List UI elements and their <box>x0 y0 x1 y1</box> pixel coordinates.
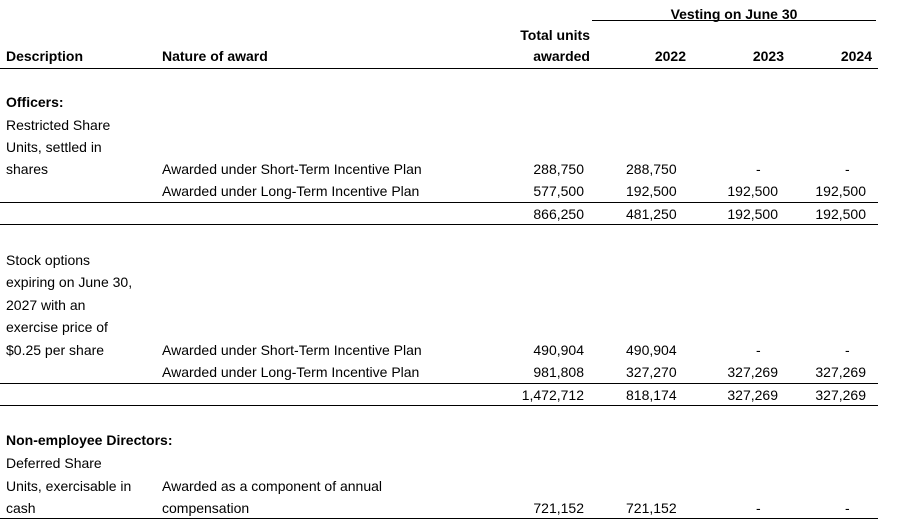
options-row-2024: 327,269 <box>815 364 866 380</box>
options-row-total: 981,808 <box>533 364 584 380</box>
rsu-subtotal-2024: 192,500 <box>815 206 866 222</box>
col-total-line1: Total units <box>520 27 590 43</box>
rsu-row-2024: - <box>845 161 850 177</box>
rsu-row-total: 577,500 <box>533 183 584 199</box>
dsu-nature-line: Awarded as a component of annual <box>162 478 383 494</box>
options-desc-line: Stock options <box>6 252 91 268</box>
options-row-2022: 327,270 <box>626 364 677 380</box>
options-desc-line: exercise price of <box>6 319 108 335</box>
options-subtotal-2023: 327,269 <box>727 387 778 403</box>
rsu-row-2022: 288,750 <box>626 161 677 177</box>
col-year-2023: 2023 <box>752 48 784 64</box>
options-desc-line: $0.25 per share <box>6 342 105 358</box>
dsu-desc-line: Deferred Share <box>6 455 102 471</box>
options-total-rule <box>0 405 878 406</box>
options-subtotal-2022: 818,174 <box>626 387 677 403</box>
rsu-row-2023: 192,500 <box>727 183 778 199</box>
options-subtotal-total: 1,472,712 <box>521 387 584 403</box>
rsu-row-2024: 192,500 <box>815 183 866 199</box>
col-total-line2: awarded <box>533 48 590 64</box>
dsu-nature-line: compensation <box>162 500 250 516</box>
rsu-total-rule <box>0 224 878 225</box>
dsu-desc-line: cash <box>6 500 36 516</box>
options-row-nature: Awarded under Long-Term Incentive Plan <box>162 364 420 380</box>
options-row-2024: - <box>845 342 850 358</box>
rsu-subtotal-2023: 192,500 <box>727 206 778 222</box>
header-rule <box>0 68 878 69</box>
vesting-title: Vesting on June 30 <box>670 6 798 22</box>
options-desc-line: expiring on June 30, <box>6 274 133 290</box>
rsu-row-2023: - <box>756 161 761 177</box>
options-row-2022: 490,904 <box>626 342 677 358</box>
rsu-row-total: 288,750 <box>533 161 584 177</box>
rsu-row-nature: Awarded under Long-Term Incentive Plan <box>162 183 420 199</box>
options-desc-line: 2027 with an <box>6 297 86 313</box>
options-subtotal-2024: 327,269 <box>815 387 866 403</box>
dsu-desc-line: Units, exercisable in <box>6 478 132 494</box>
col-description: Description <box>6 48 84 64</box>
rsu-desc-line: Restricted Share <box>6 117 111 133</box>
dsu-2023: - <box>756 500 761 516</box>
rsu-subtotal-2022: 481,250 <box>626 206 677 222</box>
options-row-total: 490,904 <box>533 342 584 358</box>
vesting-header-rule <box>592 20 876 21</box>
dsu-total: 721,152 <box>533 500 584 516</box>
options-row-2023: - <box>756 342 761 358</box>
options-row-2023: 327,269 <box>727 364 778 380</box>
rsu-desc-line: Units, settled in <box>6 139 102 155</box>
rsu-row-nature: Awarded under Short-Term Incentive Plan <box>162 161 422 177</box>
dsu-2022: 721,152 <box>626 500 677 516</box>
col-year-2024: 2024 <box>840 48 872 64</box>
dsu-2024: - <box>845 500 850 516</box>
directors-heading: Non-employee Directors: <box>6 432 173 448</box>
rsu-desc-line: shares <box>6 161 49 177</box>
rsu-subtotal-total: 866,250 <box>533 206 584 222</box>
rsu-row-2022: 192,500 <box>626 183 677 199</box>
options-row-nature: Awarded under Short-Term Incentive Plan <box>162 342 422 358</box>
officers-heading: Officers: <box>6 94 64 110</box>
col-nature: Nature of award <box>162 48 268 64</box>
directors-rule <box>0 518 878 519</box>
col-year-2022: 2022 <box>654 48 686 64</box>
